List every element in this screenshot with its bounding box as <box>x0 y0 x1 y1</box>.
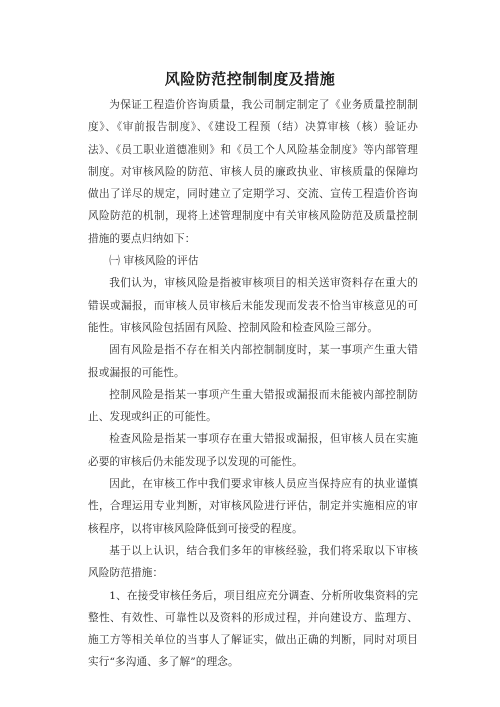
document-title: 风险防范控制制度及措施 <box>164 70 336 88</box>
document-body <box>88 94 418 674</box>
body-paragraph: 控制风险是指某一事项产生重大错报或漏报而未能被内部控制防止、发现或纠正的可能性。 <box>88 388 418 424</box>
body-paragraph: 因此，在审核工作中我们要求审核人员应当保持应有的执业谨慎性，合理运用专业判断，对审核风险进行评估，制定并实施相应的审核程序，以将审核风险降低到可接受的程度。 <box>88 478 418 535</box>
section-heading: ㈠ 审核风险的评估 <box>109 255 199 268</box>
body-paragraph: 固有风险是指不存在相关内部控制制度时，某一事项产生重大错报或漏报的可能性。 <box>88 344 418 379</box>
body-paragraph: 检查风险是指某一事项存在重大错报或漏报，但审核人员在实施必要的审核后仍未能发现予以发现的可能性。 <box>88 433 418 468</box>
body-paragraph: 基于以上认识，结合我们多年的审核经验，我们将采取以下审核风险防范措施： <box>88 544 418 580</box>
list-item: 1、在接受审核任务后，项目组应充分调查、分析所收集资料的完整性、有效性、可靠性以及资料的形成过程，并向建设方、监理方、施工方等相关单位的当事人了解证实，做出正确的判断，同时对项目实行“多沟通、多了解”的理念。 <box>88 589 418 669</box>
body-paragraph: 我们认为，审核风险是指被审核项目的相关送审资料存在重大的错误或漏报，而审核人员审核后未能发现而发表不恰当审核意见的可能性。审核风险包括固有风险、控制风险和检查风险三部分。 <box>88 277 418 334</box>
intro-paragraph: 为保证工程造价咨询质量，我公司制定制定了《业务质量控制制度》、《审前报告制度》、《建设工程预（结）决算审核（核）验证办法》、《员工职业道德准则》和《员工个人风险基金制度》等内部管理制度。对审核风险的防范、审核人员的廉政执业、审核质量的保障均做出了详尽的规定，同时建立了定期学习、交流、宣传工程造价咨询风险防范的机制，现将上述管理制度中有关审核风险防范及质量控制措施的要点归纳如下： <box>88 99 418 245</box>
